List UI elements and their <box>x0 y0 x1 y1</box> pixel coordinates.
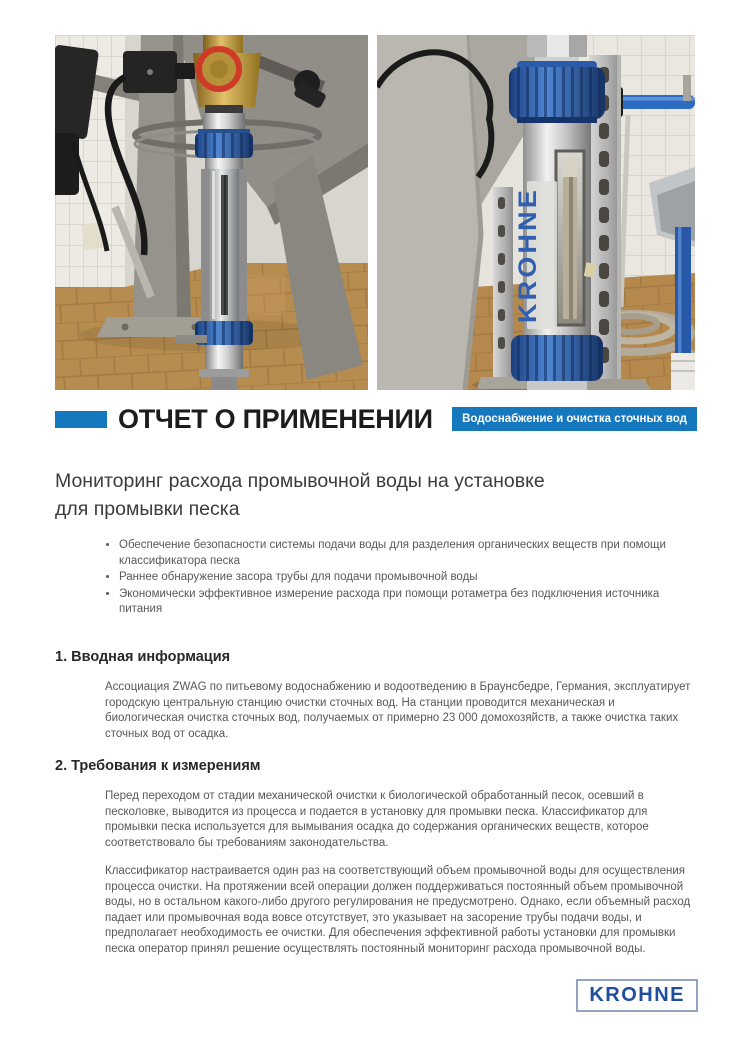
report-title-line1: Мониторинг расхода промывочной воды на установке <box>55 470 545 492</box>
highlights-list <box>103 538 695 619</box>
report-header <box>55 405 697 433</box>
highlight-item-2: • Раннее обнаружение засора трубы для подачи промывочной воды <box>119 570 695 586</box>
report-title <box>55 467 545 523</box>
section-introduction <box>55 648 697 742</box>
section-1-paragraph-1: Ассоциация ZWAG по питьевому водоснабжению и водоотведению в Браунсбедре, Германия, эксплуатирует городскую центральную станцию очистки сточных вод. На станции проводится механическая и биологическая очистка сточных вод, получаемых от примерно 23 000 домохозяйств, а также очистка таких сточных вод от осадка. <box>105 681 691 740</box>
photo-flowmeter-closeup <box>377 35 695 390</box>
photo-flowmeter-installation <box>55 35 368 390</box>
accent-bar <box>55 411 107 428</box>
report-type-title: ОТЧЕТ О ПРИМЕНЕНИИ <box>118 404 433 434</box>
krohne-logo <box>576 979 698 1012</box>
right-photo-flowmeter <box>509 35 605 390</box>
photo-row <box>55 35 695 390</box>
section-2-paragraph-1: Перед переходом от стадии механической очистки к биологической обработанный песок, осевший в песколовке, выводится из процесса и подается в установку для промывки песка. Классификатор для промывки песка используется для вымывания осадка до содержания органических веществ, которое соответствовало бы требованиям законодательства. <box>105 790 649 849</box>
section-requirements <box>55 757 697 957</box>
report-title-line2: для промывки песка <box>55 498 240 520</box>
section-2-paragraph-2: Классификатор настраивается один раз на соответствующий объем промывочной воды для осуществления процесса очистки. На протяжении всей операции должен поддерживаться постоянный объем промывочной воды, но в остальном какого-либо другого регулирования не предусмотрено. Однако, если объемный расход падает или промывочная вода вовсе отсутствует, это указывает на засорение трубы подачи воды, и предполагает необходимость ее очистки. Для обеспечения эффективной работы установки для промывки песка оператор принял решение осуществлять постоянный мониторинг расхода промывочной воды. <box>105 865 691 955</box>
highlight-item-1: • Обеспечение безопасности системы подачи воды для разделения органических веществ при помощи классификатора песка <box>119 538 695 569</box>
section-2-heading: 2. Требования к измерениям <box>55 758 261 774</box>
krohne-vertical-label: KROHNE <box>514 196 542 323</box>
industry-badge: Водоснабжение и очистка сточных вод <box>452 407 697 431</box>
section-1-heading: 1. Вводная информация <box>55 649 231 665</box>
krohne-logo-text: KROHNE <box>589 984 685 1006</box>
highlight-item-3: • Экономически эффективное измерение расхода при помощи ротаметра без подключения источника питания <box>119 587 695 618</box>
